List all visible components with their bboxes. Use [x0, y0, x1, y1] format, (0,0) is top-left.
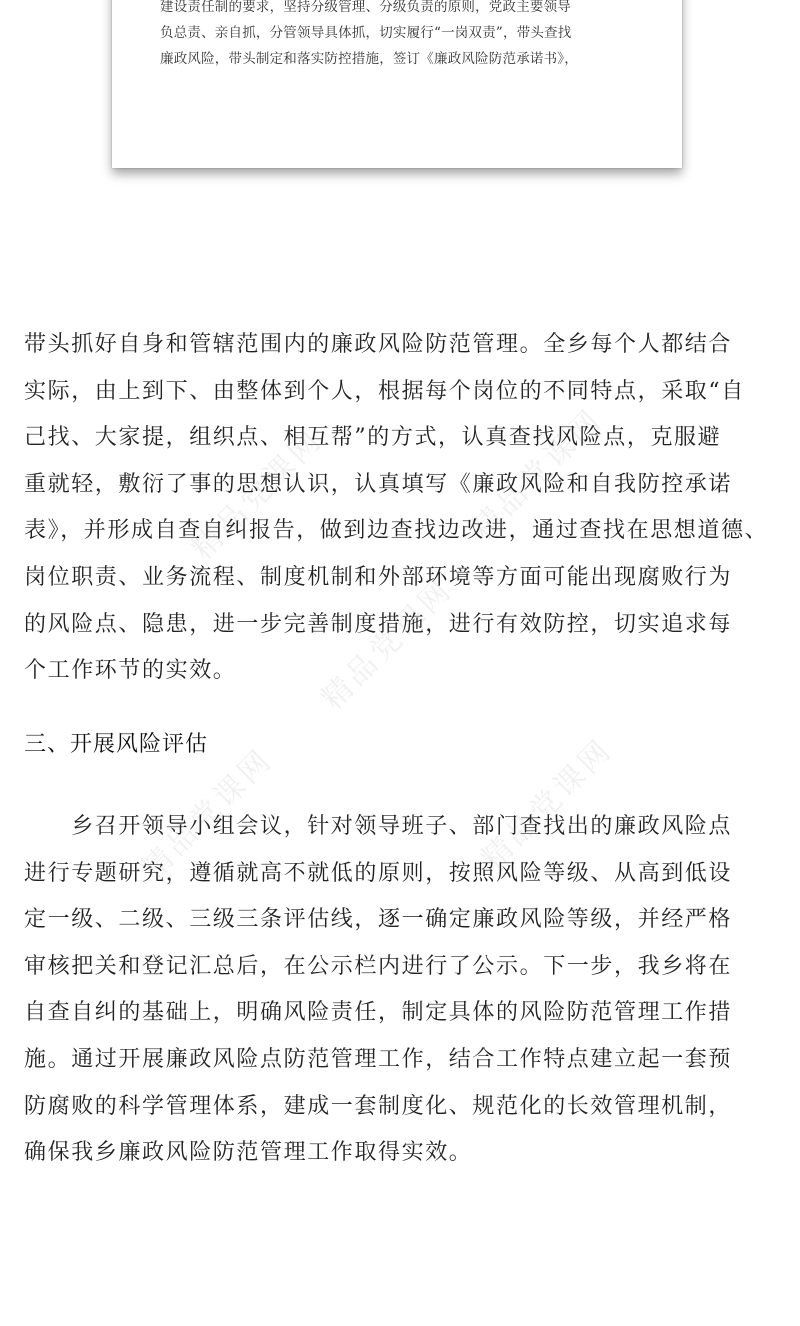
paragraph-line: 防腐败的科学管理体系，建成一套制度化、规范化的长效管理机制，: [24, 1093, 733, 1119]
card-text: [160, 0, 646, 72]
paragraph-line: 确保我乡廉政风险防范管理工作取得实效。: [24, 1140, 473, 1166]
watermark: 精品党课网: [134, 741, 280, 887]
watermark: 精品党课网: [474, 731, 620, 877]
watermark: 精品党课网: [184, 421, 330, 567]
paragraph-1: [24, 322, 784, 695]
paragraph-line: 定一级、二级、三级三条评估线，逐一确定廉政风险等级，并经严格: [24, 907, 733, 933]
card-line: 负总责、亲自抓，分管领导具体抓，切实履行“一岗双责”，带头查找: [160, 25, 572, 41]
paragraph-line: 带头抓好自身和管辖范围内的廉政风险防范管理。全乡每个人都结合: [24, 332, 733, 357]
paragraph-line: 审核把关和登记汇总后，在公示栏内进行了公示。下一步，我乡将在: [24, 953, 733, 979]
watermark: 精品党课网: [314, 571, 460, 717]
section-heading: 三、开展风险评估: [24, 732, 209, 757]
watermark: 精品党课网: [464, 401, 610, 547]
paragraph-line: 表》，并形成自查自纠报告，做到边查找边改进，通过查找在思想道德、: [24, 518, 769, 544]
paragraph-line: 己找、大家提，组织点、相互帮”的方式，认真查找风险点，克服避: [24, 425, 722, 451]
paragraph-line: 自查自纠的基础上，明确风险责任，制定具体的风险防范管理工作措: [24, 1000, 733, 1026]
paragraph-line: 个工作环节的实效。: [24, 658, 237, 684]
card-line: 建设责任制的要求，坚持分级管理、分级负责的原则，党政主要领导: [160, 0, 571, 15]
paragraph-line: 乡召开领导小组会议，针对领导班子、部门查找出的廉政风险点: [24, 814, 733, 839]
paragraph-line: 施。通过开展廉政风险点防范管理工作，结合工作特点建立起一套预: [24, 1046, 733, 1072]
card-line: 廉政风险，带头制定和落实防控措施，签订《廉政风险防范承诺书》，: [160, 51, 578, 67]
paragraph-line: 的风险点、隐患，进一步完善制度措施，进行有效防控，切实追求每: [24, 611, 733, 637]
paragraph-line: 重就轻，敷衍了事的思想认识，认真填写《廉政风险和自我防控承诺: [24, 471, 733, 497]
paragraph-line: 岗位职责、业务流程、制度机制和外部环境等方面可能出现腐败行为: [24, 564, 733, 590]
paragraph-2: [24, 804, 784, 1177]
document-preview-card: [112, 0, 682, 168]
paragraph-line: 进行专题研究，遵循就高不就低的原则，按照风险等级、从高到低设: [24, 860, 733, 886]
paragraph-line: 实际，由上到下、由整体到个人，根据每个岗位的不同特点，采取“自: [24, 378, 745, 404]
